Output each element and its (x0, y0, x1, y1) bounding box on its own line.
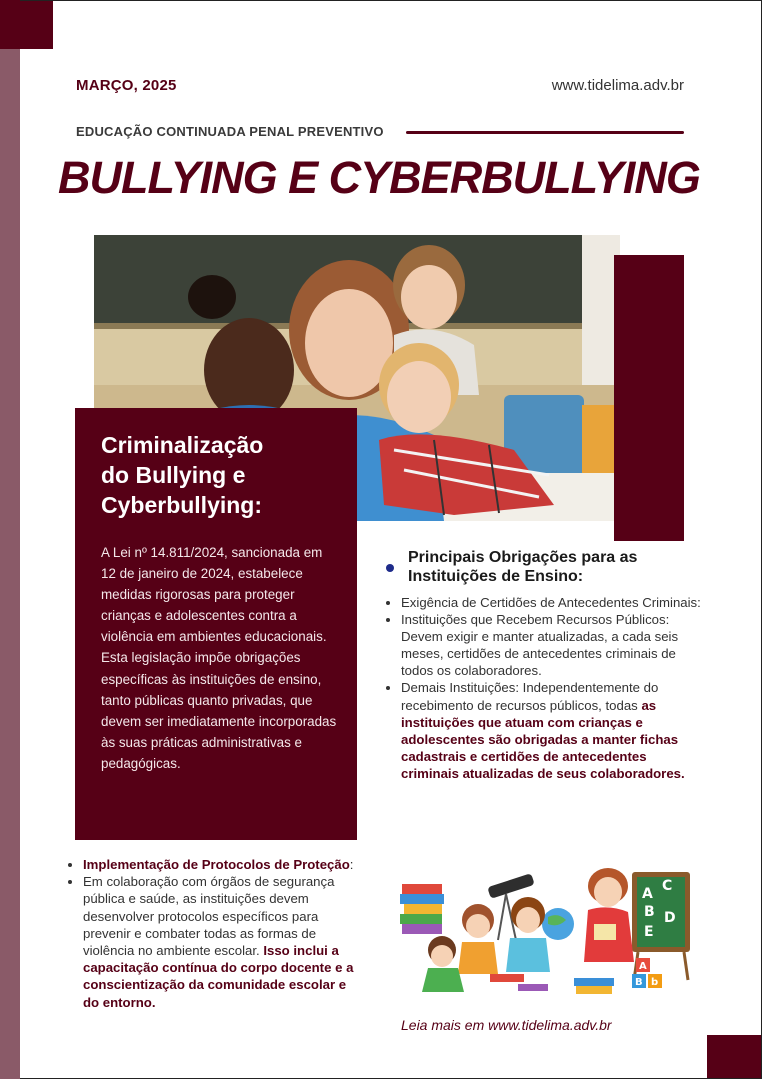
list-item (83, 856, 363, 873)
bullet-dot-icon (386, 564, 394, 572)
subtitle-rule (406, 131, 684, 134)
website-link[interactable]: www.tidelima.adv.br (551, 77, 684, 94)
list-item-text: Instituições que Recebem Recursos Públicos: Devem exigir e manter atualizadas, a cada seis meses, certidões de antecedentes criminais de todos os colaboradores. (401, 612, 679, 679)
corner-block-bottom-right (707, 1035, 762, 1079)
issue-date: MARÇO, 2025 (76, 77, 177, 94)
page-title: BULLYING E CYBERBULLYING (58, 152, 700, 203)
protocols-emphasis: Isso inclui a capacitação contínua do corpo docente e a conscientização da comunidade escolar e do entorno. (83, 943, 354, 1010)
list-item-text: Exigência de Certidões de Antecedentes Criminais: (401, 595, 701, 610)
obligations-title: Principais Obrigações para as Instituições de Ensino: (408, 549, 638, 585)
criminalization-title (101, 430, 339, 520)
board-letter: A (642, 886, 653, 902)
criminalization-title-line1: Criminalização (101, 432, 264, 458)
obligations-list (386, 594, 701, 782)
criminalization-title-line2: do Bullying e (101, 462, 246, 488)
block-letter: B (635, 977, 643, 988)
accent-block (614, 255, 684, 541)
board-letter: B (644, 904, 655, 920)
list-item (401, 594, 701, 611)
corner-block-top-left (0, 0, 53, 49)
block-letter: b (651, 977, 659, 988)
list-item-text: Demais Instituições: Independentemente do recebimento de recursos públicos, todas (401, 680, 659, 713)
protocols-body: Em colaboração com órgãos de segurança pública e saúde, as instituições devem desenvolver protocolos específicos para prevenir e combater todas as formas de violência no ambiente escolar. (83, 874, 335, 959)
board-letter: E (644, 924, 654, 940)
protocols-list (66, 856, 363, 1011)
block-letter: A (639, 961, 647, 972)
newsletter-subtitle: EDUCAÇÃO CONTINUADA PENAL PREVENTIVO (76, 124, 384, 139)
school-illustration (398, 862, 694, 1006)
protocols-heading-suffix: : (349, 857, 354, 872)
board-letter: D (664, 910, 676, 926)
read-more-link[interactable]: Leia mais em www.tidelima.adv.br (401, 1017, 612, 1033)
list-item (401, 679, 701, 782)
list-item (401, 611, 701, 679)
criminalization-title-line3: Cyberbullying: (101, 492, 263, 518)
criminalization-box (75, 408, 357, 840)
left-side-bar (0, 0, 20, 1079)
board-letter: C (662, 878, 673, 894)
protocols-heading: Implementação de Protocolos de Proteção (83, 857, 350, 872)
list-item (83, 873, 363, 1011)
criminalization-body: A Lei nº 14.811/2024, sancionada em 12 de janeiro de 2024, estabelece medidas rigorosas para proteger crianças e adolescentes contra a violência em ambientes educacionais. Esta legislação impõe obrigações específicas às instituições de ensino, tanto públicas quanto privadas, que devem ser imediatamente incorporadas às suas práticas administrativas e pedagógicas. (101, 545, 337, 771)
list-item-emphasis: as instituições que atuam com crianças e adolescentes são obrigadas a manter fichas cadastrais e certidões de antecedentes criminais atualizadas de seus colaboradores. (401, 697, 685, 781)
